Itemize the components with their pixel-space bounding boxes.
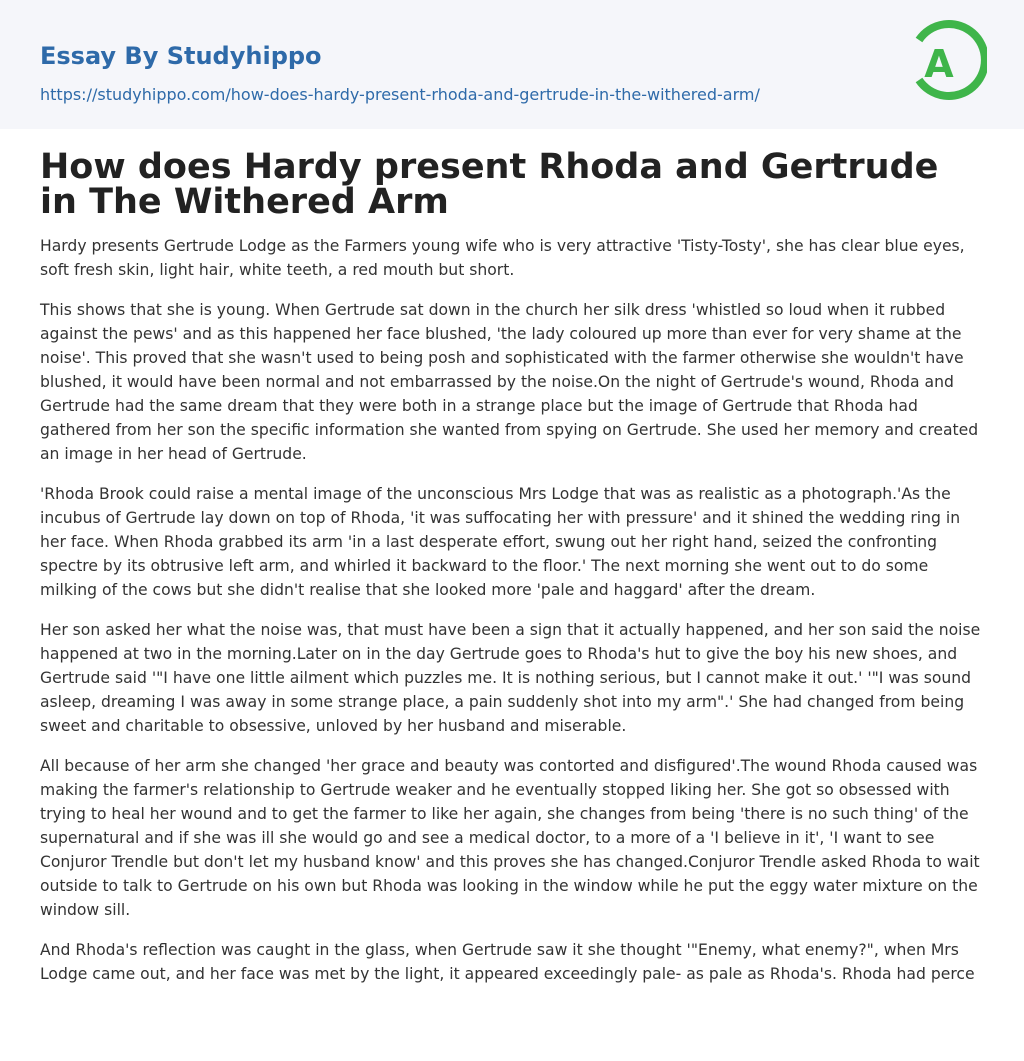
essay-paragraph: And Rhoda's reflection was caught in the glass, when Gertrude saw it she thought '"Enemy, what enemy?", when Mrs Lodge came out, and her face was met by the light, it appeared exceedingly pale- as pale as Rhoda's. Rhoda had perce: [40, 941, 975, 983]
site-brand-title[interactable]: Essay By Studyhippo: [40, 42, 322, 70]
essay-paragraph: This shows that she is young. When Gertrude sat down in the church her silk dress 'whistled so loud when it rubbed against the pews' and as this happened her face blushed, 'the lady coloured up more than ever for very shame at the noise'. This proved that she wasn't used to being posh and sophisticated with the farmer otherwise she wouldn't have blushed, it would have been normal and not embarrassed by the noise.On the night of Gertrude's wound, Rhoda and Gertrude had the same dream that they were both in a strange place but the image of Gertrude that Rhoda had gathered from her son the specific information she wanted from spying on Gertrude. She used her memory and created an image in her head of Gertrude.: [40, 301, 979, 463]
essay-paragraph: All because of her arm she changed 'her grace and beauty was contorted and disfigured'.The wound Rhoda caused was making the farmer's relationship to Gertrude weaker and he eventually stopped liking her. She got so obsessed with trying to heal her wound and to get the farmer to like her again, she changes from being 'there is no such thing' of the supernatural and if she was ill she would go and see a medical doctor, to a more of a 'I believe in it', 'I want to see Conjuror Trendle but don't let my husband know' and this proves she has changed.Conjuror Trendle asked Rhoda to wait outside to talk to Gertrude on his own but Rhoda was looking in the window while he put the eggy water mixture on the window sill.: [40, 757, 980, 919]
essay-paragraph: Hardy presents Gertrude Lodge as the Farmers young wife who is very attractive 'Tisty-Tosty', she has clear blue eyes, soft fresh skin, light hair, white teeth, a red mouth but short.: [40, 237, 965, 279]
essay-source-link[interactable]: https://studyhippo.com/how-does-hardy-present-rhoda-and-gertrude-in-the-withered-arm/: [40, 85, 760, 104]
essay-content: [40, 147, 984, 1002]
essay-paragraph: Her son asked her what the noise was, that must have been a sign that it actually happened, and her son said the noise happened at two in the morning.Later on in the day Gertrude goes to Rhoda's hut to give the boy his new shoes, and Gertrude said '"I have one little ailment which puzzles me. It is nothing serious, but I cannot make it out.' '"I was sound asleep, dreaming I was away in some strange place, a pain suddenly shot into my arm".' She had changed from being sweet and charitable to obsessive, unloved by her husband and miserable.: [40, 621, 981, 735]
essay-paragraph: 'Rhoda Brook could raise a mental image of the unconscious Mrs Lodge that was as realistic as a photograph.'As the incubus of Gertrude lay down on top of Rhoda, 'it was suffocating her with pressure' and it shined the wedding ring in her face. When Rhoda grabbed its arm 'in a last desperate effort, swung out her right hand, seized the confronting spectre by its obtrusive left arm, and whirled it backward to the floor.' The next morning she went out to do some milking of the cows but she didn't realise that she looked more 'pale and haggard' after the dream.: [40, 485, 961, 599]
studyhippo-logo[interactable]: [913, 19, 987, 105]
essay-title: How does Hardy present Rhoda and Gertrude in The Withered Arm: [40, 147, 939, 222]
logo-ring-icon: [913, 19, 987, 105]
logo-letter: A: [924, 42, 954, 86]
site-header: [0, 0, 1024, 129]
